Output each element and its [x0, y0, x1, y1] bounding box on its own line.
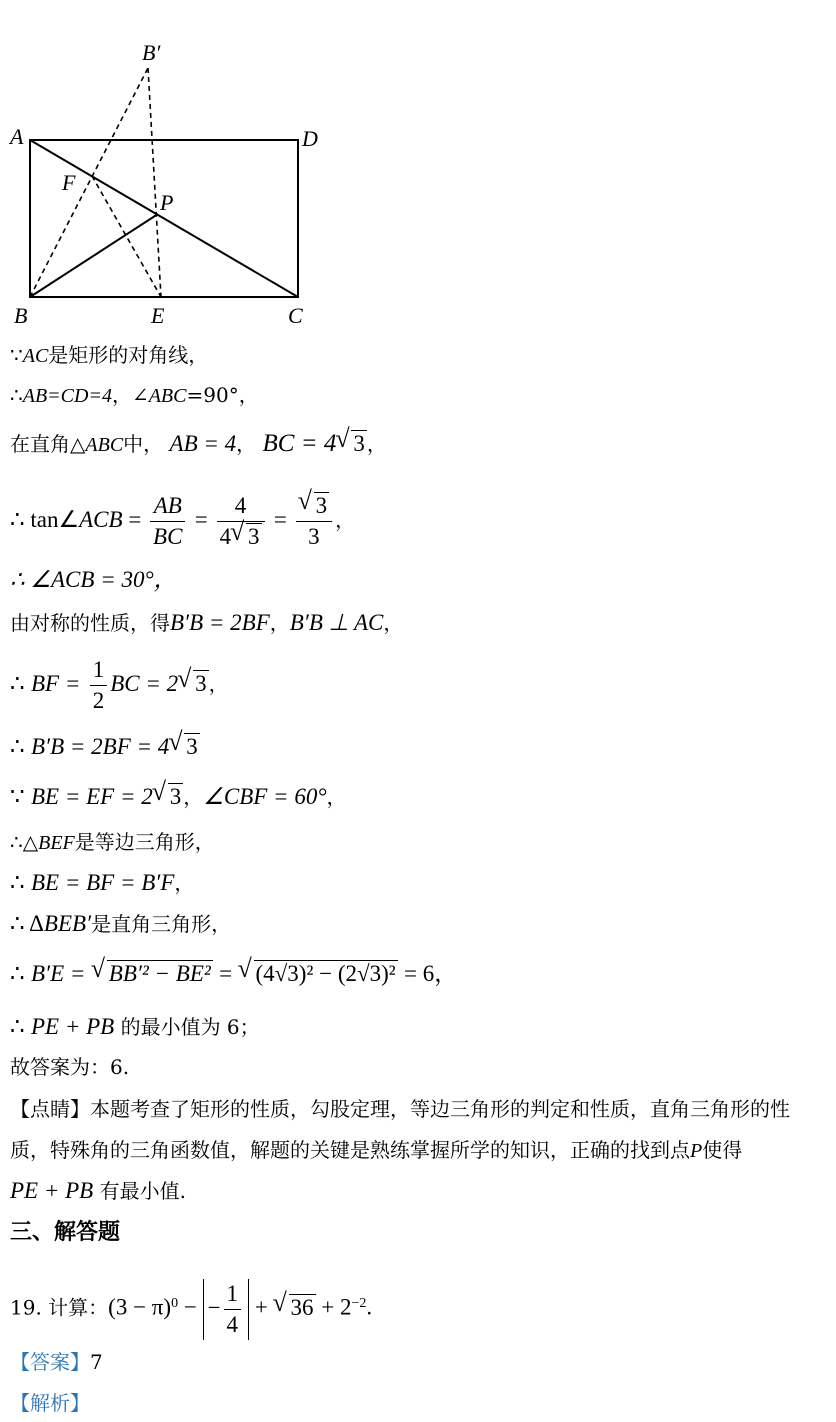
therefore-symbol: ∴	[10, 734, 25, 759]
therefore-symbol: ∴	[10, 1014, 25, 1039]
comment-text: 质，特殊角的三角函数值，解题的关键是熟练掌握所学的知识，正确的找到点	[10, 1138, 690, 1162]
denominator: BC	[153, 524, 183, 549]
comment-line-3	[10, 1177, 186, 1205]
radicand: 3	[169, 784, 182, 809]
line-6-end: ，	[383, 611, 404, 635]
sqrt-expression-1	[93, 960, 213, 988]
numerator	[296, 491, 333, 522]
therefore-delta: ∴ Δ	[10, 911, 44, 936]
denominator	[217, 522, 265, 552]
tan-prefix: ∴ tan∠	[10, 507, 80, 532]
line-3-end: ，	[366, 432, 387, 456]
radicand: 3	[315, 493, 328, 518]
eq-be-ef: BE = EF = 2	[31, 784, 153, 809]
exponent-0: 0	[171, 1296, 179, 1311]
radicand: 3	[195, 671, 207, 696]
therefore-triangle: ∴△	[10, 830, 39, 854]
line-5: ∴ ∠ACB = 30°，	[10, 567, 177, 592]
line-2-angle: ABC	[148, 385, 187, 407]
because-symbol: ∵	[10, 784, 25, 809]
radicand: (4√3)² − (2√3)²	[255, 961, 396, 986]
sep: ，	[183, 785, 204, 809]
var-beb: BEB′	[43, 911, 92, 936]
question-19	[10, 1272, 372, 1340]
segment-bbprime	[30, 68, 148, 297]
sqrt-3	[300, 491, 330, 521]
fraction-4-4sqrt3	[217, 491, 265, 552]
label-e: E	[151, 303, 165, 328]
label-c: C	[288, 303, 303, 328]
var-acb: ACB	[79, 507, 123, 532]
label-a: A	[10, 124, 24, 149]
therefore-symbol: ∴	[10, 671, 25, 696]
sep: ，	[236, 432, 257, 456]
label-b: B	[14, 303, 28, 328]
equals: =	[122, 507, 148, 532]
sqrt-3	[232, 522, 262, 552]
line-3-mid: 中，	[123, 432, 164, 456]
line-13	[10, 960, 457, 988]
line-12-text: 是直角三角形，	[91, 912, 232, 936]
question-number: 19. 计算：	[10, 1295, 109, 1320]
line-7-end: ，	[208, 672, 229, 696]
line-1-text: 是矩形的对角线，	[48, 343, 209, 367]
var-abc: ABC	[85, 434, 124, 456]
line-9	[10, 783, 347, 811]
term-two: + 2	[315, 1294, 352, 1320]
eq-bc-2: BC = 2	[110, 671, 179, 696]
line-8	[10, 733, 200, 761]
line-11	[10, 869, 194, 897]
fraction-ab-bc	[150, 491, 185, 552]
line-10	[10, 828, 215, 857]
because-symbol: ∵	[10, 343, 23, 367]
equals: =	[219, 961, 233, 986]
label-bprime: B′	[142, 40, 161, 65]
coef: 4	[219, 524, 232, 549]
line-2-mid: ，∠	[111, 383, 149, 407]
exponent-neg2: −2	[351, 1296, 367, 1311]
denominator: 3	[308, 524, 320, 549]
therefore-symbol: ∴	[10, 870, 25, 895]
comment-line-2	[10, 1136, 742, 1165]
denominator: 4	[226, 1311, 239, 1337]
var-p: P	[690, 1140, 703, 1162]
line-3	[10, 430, 387, 459]
minus: −	[178, 1294, 203, 1320]
line-9-end: ，	[326, 785, 347, 809]
line-4	[10, 488, 355, 552]
equals: =	[194, 507, 214, 532]
label-d: D	[302, 126, 318, 151]
radicand: 3	[248, 524, 260, 549]
line-2-eq: AB=CD=4	[22, 385, 112, 407]
answer-value: 7	[90, 1350, 103, 1374]
line-14	[10, 1013, 260, 1041]
fraction-half	[90, 655, 108, 716]
period: .	[366, 1294, 373, 1320]
var-ac: AC	[22, 345, 49, 367]
fraction-quarter	[224, 1279, 242, 1340]
plus: +	[249, 1294, 274, 1320]
comment-end: 使得	[702, 1138, 743, 1162]
analysis-tag: 【解析】	[10, 1391, 90, 1415]
numerator: AB	[150, 491, 185, 522]
line-13-end: = 6，	[404, 961, 458, 986]
eq-cbf: ∠CBF = 60°	[203, 784, 327, 809]
eq-be-bf: BE = BF = B′F	[31, 870, 175, 895]
line-6-text: 由对称的性质，得	[10, 611, 170, 635]
answer-line	[10, 1348, 103, 1376]
sqrt-36	[275, 1276, 316, 1340]
eq-be: B′E =	[31, 961, 86, 986]
therefore-symbol: ∴	[10, 383, 23, 407]
line-10-text: 是等边三角形，	[74, 830, 215, 854]
eq-bb-4: B′B = 2BF = 4	[31, 734, 170, 759]
analysis-line	[10, 1389, 90, 1417]
line-2	[10, 381, 259, 410]
sqrt-3	[337, 430, 367, 458]
line-14-text: 的最小值为 6；	[120, 1015, 260, 1039]
line-1	[10, 341, 208, 370]
var-bef: BEF	[38, 832, 75, 854]
line-3-text: 在直角△	[10, 432, 86, 456]
line-7	[10, 652, 229, 716]
line-12	[10, 910, 231, 938]
label-p: P	[160, 190, 174, 215]
diagonal-ac	[30, 140, 298, 297]
eq-ab-4: AB = 4	[169, 431, 237, 456]
segment-bp	[30, 214, 158, 297]
eq-bb-2bf: B′B = 2BF	[170, 610, 270, 635]
numerator: 1	[90, 655, 108, 686]
segment-fe	[92, 176, 161, 297]
equals: =	[273, 507, 293, 532]
eq-pe-pb: PE + PB	[31, 1014, 115, 1039]
sqrt-3	[179, 652, 209, 716]
sep: ，	[269, 611, 290, 635]
comment-tail: 有最小值.	[99, 1179, 186, 1203]
sqrt-3	[170, 733, 200, 761]
radicand: 3	[353, 431, 365, 456]
line-2-end: =90°，	[186, 383, 259, 407]
radicand: BB′² − BE²	[108, 961, 211, 986]
eq-bc: BC = 4	[262, 430, 337, 457]
denominator: 2	[92, 688, 105, 713]
term-paren: (3 − π)	[108, 1294, 172, 1320]
geometry-figure	[0, 30, 340, 330]
numerator: 4	[217, 491, 265, 522]
numerator: 1	[224, 1279, 242, 1310]
eq-pe-pb: PE + PB	[10, 1178, 94, 1203]
label-f: F	[62, 170, 76, 195]
eq-bf: BF =	[31, 671, 81, 696]
fraction-sqrt3-3	[296, 491, 333, 552]
radicand: 3	[186, 734, 198, 759]
eq-perp: B′B ⊥ AC	[289, 610, 384, 635]
therefore-symbol: ∴	[10, 961, 25, 986]
line-6	[10, 609, 403, 637]
line-4-end: ，	[335, 508, 356, 532]
section-heading: 三、解答题	[10, 1220, 121, 1245]
comment-line-1: 【点睛】本题考查了矩形的性质，勾股定理，等边三角形的判定和性质，直角三角形的性	[10, 1097, 790, 1121]
radicand: 36	[290, 1294, 314, 1320]
final-answer-line: 故答案为：6.	[10, 1055, 130, 1079]
line-11-end: ，	[174, 871, 195, 895]
sqrt-expression-2	[240, 960, 398, 988]
absolute-value: − $\frac{1}{4}$	[203, 1279, 249, 1340]
answer-tag: 【答案】	[10, 1350, 90, 1374]
segment-bprime-e	[148, 68, 161, 297]
sqrt-3	[154, 783, 184, 811]
